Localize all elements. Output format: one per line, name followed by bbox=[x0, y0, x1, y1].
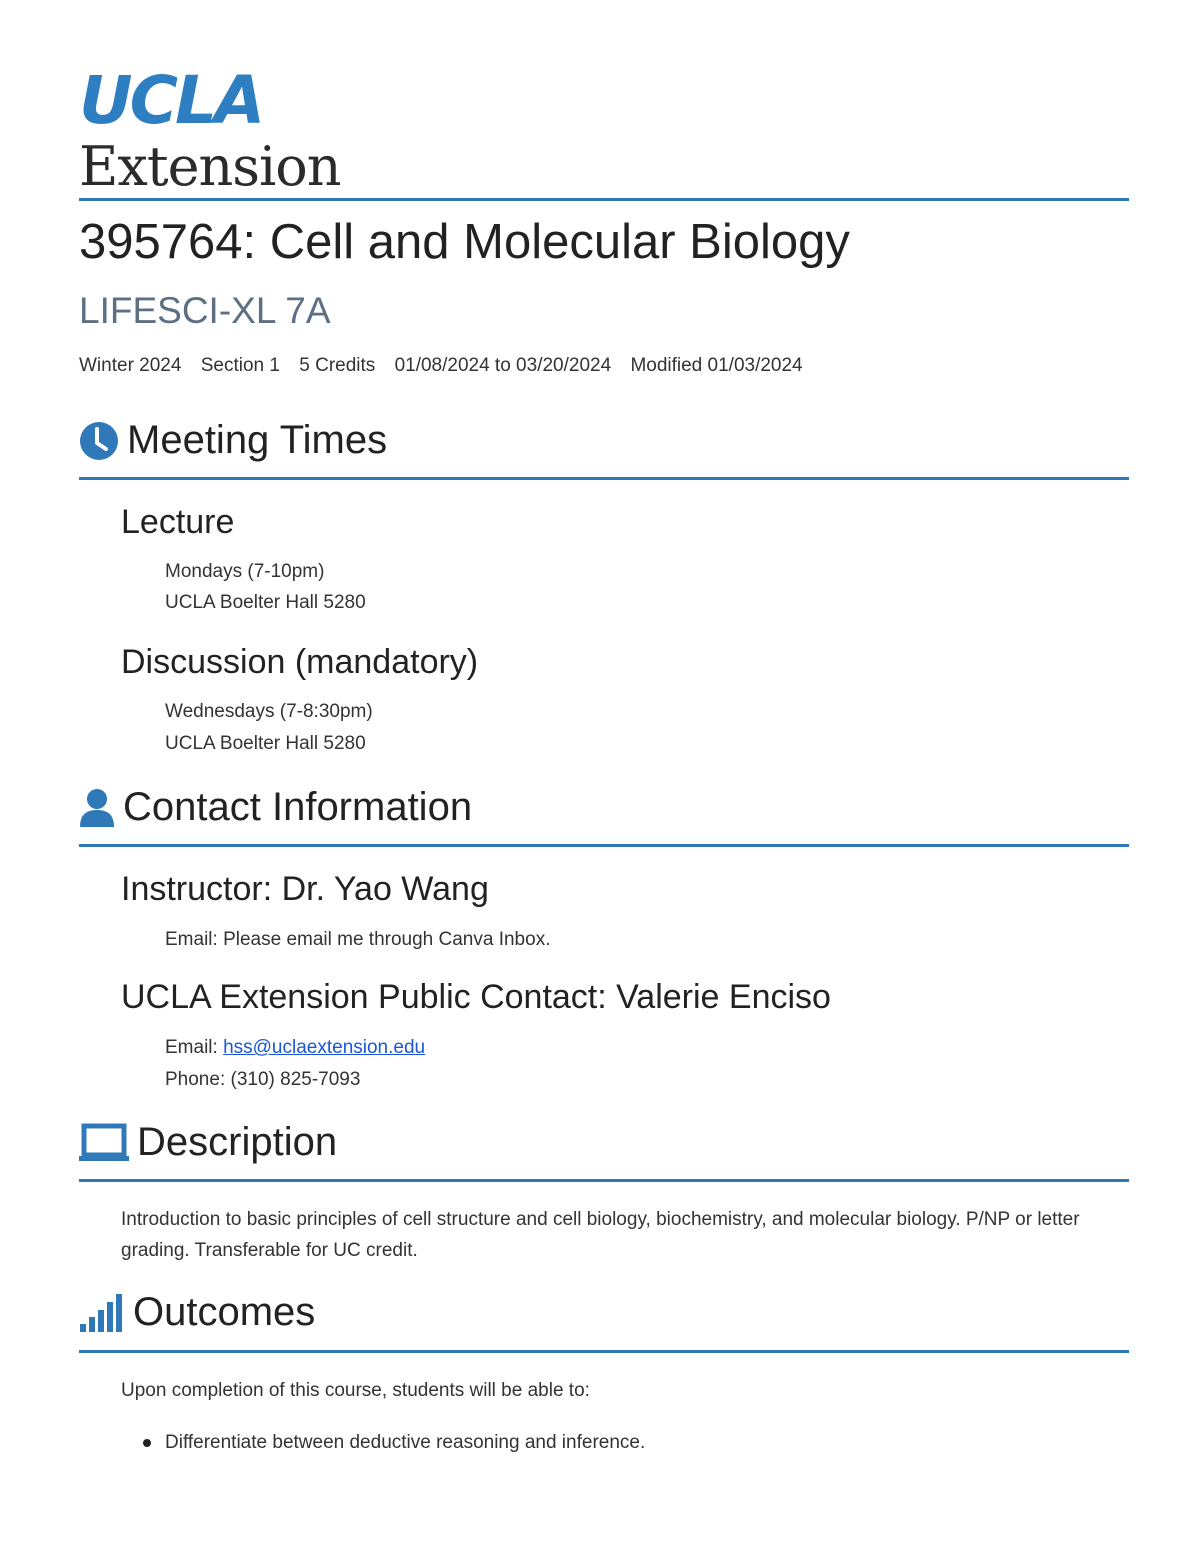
description-text: Introduction to basic principles of cell structure and cell biology, biochemistry, and molecular biology. P/NP or letter grading. Transferable for UC credit. bbox=[121, 1209, 1080, 1261]
course-title: 395764: Cell and Molecular Biology bbox=[79, 215, 850, 269]
description-title: Description bbox=[137, 1120, 338, 1164]
public-contact-title: UCLA Extension Public Contact: Valerie Enciso bbox=[121, 978, 831, 1016]
outcomes-title: Outcomes bbox=[133, 1290, 316, 1334]
outcomes-heading bbox=[79, 1290, 315, 1335]
logo-ucla-text: UCLA bbox=[79, 62, 263, 139]
meta-credits: 5 Credits bbox=[299, 355, 376, 376]
bullet-dot bbox=[143, 1439, 151, 1447]
contact-divider bbox=[79, 844, 1129, 847]
discussion-when: Wednesdays (7-8:30pm) bbox=[165, 701, 373, 722]
meeting-times-title: Meeting Times bbox=[127, 418, 388, 462]
contact-title: Contact Information bbox=[123, 785, 473, 829]
ucla-extension-logo bbox=[79, 62, 341, 198]
meta-section: Section 1 bbox=[200, 355, 280, 376]
logo-extension-text: Extension bbox=[79, 135, 341, 198]
public-contact-email-line bbox=[165, 1037, 425, 1059]
lecture-when: Mondays (7-10pm) bbox=[165, 561, 325, 582]
description-divider bbox=[79, 1179, 1129, 1182]
instructor-email: Email: Please email me through Canva Inbox. bbox=[165, 929, 551, 950]
email-label: Email: bbox=[165, 1037, 224, 1058]
course-meta bbox=[79, 355, 817, 377]
clock-icon bbox=[79, 421, 119, 461]
meeting-times-divider bbox=[79, 477, 1129, 480]
contact-heading bbox=[79, 785, 472, 830]
public-contact-phone: Phone: (310) 825-7093 bbox=[165, 1069, 361, 1090]
meeting-times-heading bbox=[79, 418, 387, 463]
course-code: LIFESCI-XL 7A bbox=[79, 290, 331, 331]
user-icon bbox=[79, 788, 115, 828]
signal-bars-icon bbox=[79, 1293, 125, 1333]
outcome-list-item bbox=[143, 1432, 645, 1454]
discussion-where: UCLA Boelter Hall 5280 bbox=[165, 733, 366, 754]
discussion-title: Discussion (mandatory) bbox=[121, 643, 479, 681]
meta-term: Winter 2024 bbox=[79, 355, 182, 376]
outcomes-divider bbox=[79, 1350, 1129, 1353]
meta-modified: Modified 01/03/2024 bbox=[630, 355, 803, 376]
meta-dates: 01/08/2024 to 03/20/2024 bbox=[394, 355, 612, 376]
lecture-where: UCLA Boelter Hall 5280 bbox=[165, 592, 366, 613]
email-link[interactable]: hss@uclaextension.edu bbox=[223, 1037, 426, 1058]
laptop-icon bbox=[79, 1123, 129, 1163]
description-heading bbox=[79, 1120, 337, 1165]
instructor-title: Instructor: Dr. Yao Wang bbox=[121, 870, 489, 908]
outcome-text: Differentiate between deductive reasoning and inference. bbox=[165, 1432, 646, 1453]
header-divider bbox=[79, 198, 1129, 201]
lecture-title: Lecture bbox=[121, 503, 235, 541]
outcomes-intro: Upon completion of this course, students will be able to: bbox=[121, 1380, 590, 1401]
